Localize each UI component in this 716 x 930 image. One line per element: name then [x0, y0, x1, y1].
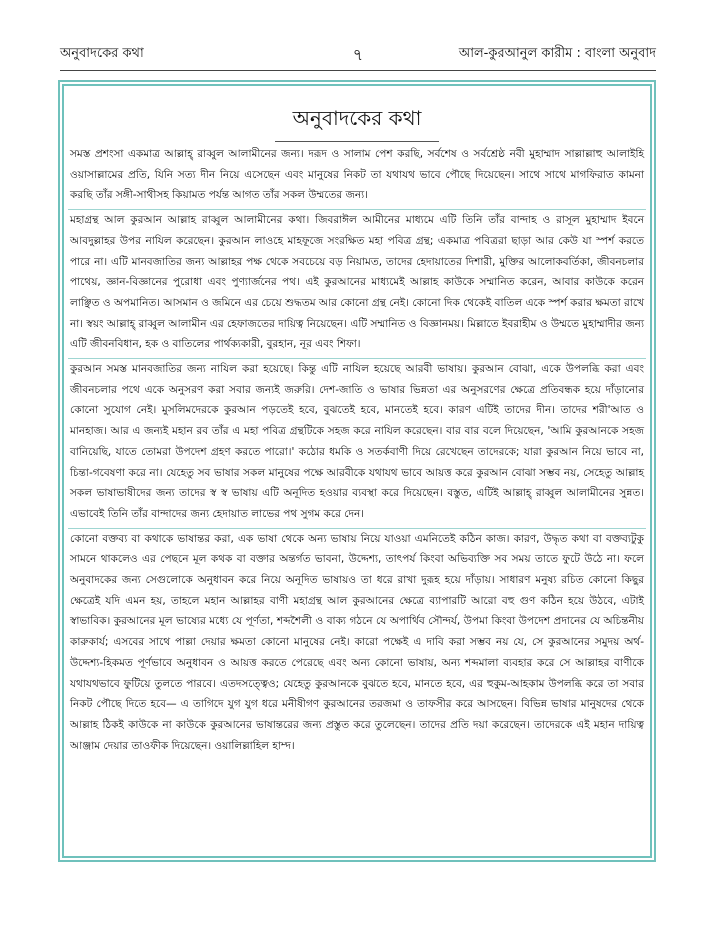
- header-divider: [60, 70, 656, 71]
- page-number: ৭: [352, 45, 364, 64]
- running-header: [60, 40, 656, 66]
- paragraph-3: কুরআন সমস্ত মানবজাতির জন্য নাযিল করা হয়েছে। কিন্তু এটি নাযিল হয়েছে আরবী ভাষায়। কুরআন বোঝা, একে উপলব্ধি করা এবং জীবনচলার পথে একে অনুসরণ করা সবার জন্যই জরুরি। দেশ-জাতি ও ভাষার ভিন্নতা এর অনুসরণের ক্ষেত্রে প্রতিবন্ধক হয়ে দাঁড়ানোর কোনো সুযোগ নেই। মুসলিমদেরকে কুরআন পড়তেই হবে, বুঝতেই হবে, মানতেই হবে। কারণ এটিই তাদের দীন। তাদের শরী'আত ও মানহাজ। আর এ জন্যই মহান রব তাঁর এ মহা পবিত্র গ্রন্থটিকে সহজ করে নাযিল করেছেন। বার বার বলে দিয়েছেন, 'আমি কুরআনকে সহজ বানিয়েছি, যাতে তোমরা উপদেশ গ্রহণ করতে পারো।' কঠোর ধমকি ও সতর্কবাণী দিয়ে রেখেছেন তাদেরকে; যারা কুরআন নিয়ে ভাবে না, চিন্তা-গবেষণা করে না। যেহেতু সব ভাষার সকল মানুষের পক্ষে আরবীকে যথাযথ ভাবে আয়ত্ত করে কুরআন বোঝা সম্ভব নয়, সেহেতু আল্লাহ সকল ভাষাভাষীদের জন্য তাদের স্ব স্ব ভাষায় এটি অনূদিত হওয়ার ব্যবস্থা করে দিয়েছেন। বস্তুত, এটিই আল্লাহ্ রাব্বুল আলামীনের সুন্নত। এভাবেই তিনি তাঁর বান্দাদের জন্য হেদায়াত লাভের পথ সুগম করে দেন।: [68, 359, 646, 529]
- paragraph-1: সমস্ত প্রশংসা একমাত্র আল্লাহ্ রাব্বুল আলামীনের জন্য। দরূদ ও সালাম পেশ করছি, সর্বশেষ ও সর্বশ্রেষ্ঠ নবী মুহাম্মাদ সাল্লাল্লাহু আলাইহি ওয়াসাল্লামের প্রতি, যিনি সত্য দীন নিয়ে এসেছেন এবং মানুষের নিকট তা যথাযথ ভাবে পৌছে দিয়েছেন। সাথে সাথে মাগফিরাত কামনা করছি তাঁর সঙ্গী-সাথীসহ কিয়ামত পর্যন্ত আগত তাঁর সকল উম্মতের জন্য।: [68, 144, 646, 210]
- page-title: অনুবাদকের কথা: [275, 104, 440, 142]
- paragraph-2: মহাগ্রন্থ আল কুরআন আল্লাহ রাব্বুল আলামীনের কথা। জিবরাঈল আমীনের মাধ্যমে এটি তিনি তাঁর বান্দাহ ও রাসূল মুহাম্মাদ ইবনে আবদুল্লাহর উপর নাযিল করেছেন। কুরআন লাওহে মাহফূজে সংরক্ষিত মহা পবিত্র গ্রন্থ; একমাত্র পবিত্ররা ছাড়া আর কেউ যা স্পর্শ করতে পারে না। এটি মানবজাতির জন্য আল্লাহর পক্ষ থেকে সবচেয়ে বড় নিয়ামত, তাদের হেদায়াতের দিশারী, মুক্তির আলোকবর্তিকা, জীবনচলার পাথেয়, জ্ঞান-বিজ্ঞানের পুরোধা এবং পুণ্যার্জনের পথ। এই কুরআনের মাধ্যমেই আল্লাহ কাউকে সম্মানিত করেন, আবার কাউকে করেন লাঞ্ছিত ও অপমানিত। আসমান ও জমিনে এর চেয়ে শুদ্ধতম আর কোনো গ্রন্থ নেই। কোনো দিক থেকেই বাতিল একে স্পর্শ করার ক্ষমতা রাখে না। স্বয়ং আল্লাহ্ রাব্বুল আলামীন এর হেফাজতের দায়িত্ব নিয়েছেন। এটি সম্মানিত ও বিজ্ঞানময়। মিল্লাতে ইবরাহীম ও উম্মতে মুহাম্মাদীর জন্য এটি জীবনবিধান, হক ও বাতিলের পার্থক্যকারী, বুরহান, নূর এবং শিফা।: [68, 210, 646, 359]
- paragraph-4: কোনো বক্তব্য বা কথাকে ভাষান্তর করা, এক ভাষা থেকে অন্য ভাষায় নিয়ে যাওয়া এমনিতেই কঠিন কাজ। কারণ, উদ্ধৃত কথা বা বক্তব্যটুকু সামনে থাকলেও এর পেছনে মূল কথক বা বক্তার অন্তর্গত ভাবনা, উদ্দেশ্য, তাৎপর্য কিংবা অভিব্যক্তি সব সময় তাতে ফুটে উঠে না। ফলে অনুবাদকের জন্য সেগুলোকে অনুধাবন করে নিয়ে অনূদিত ভাষায়ও তা ধরে রাখা দুরূহ হয়ে দাঁড়ায়। সাধারণ মনুষ্য রচিত কোনো কিছুর ক্ষেত্রেই যদি এমন হয়, তাহলে মহান আল্লাহর বাণী মহাগ্রন্থ আল কুরআনের ক্ষেত্রে ব্যাপারটি আরো বহু গুণ কঠিন হয়ে উঠবে, এটাই স্বাভাবিক। কুরআনের মূল ভাষ্যের মধ্যে যে পূর্ণতা, শব্দশৈলী ও বাক্য গঠনে যে অপার্থিব সৌন্দর্য, উপমা কিংবা উপদেশ প্রদানের যে অচিন্তনীয় কারুকার্য; এসবের সাথে পাল্লা দেয়ার ক্ষমতা কোনো মানুষের নেই। কারো পক্ষেই এ দাবি করা সম্ভব নয় যে, সে কুরআনের সমুদয় অর্থ-উদ্দেশ্য-হিকমত পূর্ণভাবে অনুধাবন ও আয়ত্ত করতে পেরেছে এবং অন্য কোনো ভাষায়, অন্য শব্দমালা ব্যবহার করে সে আল্লাহর বাণীকে যথাযথভাবে ফুটিয়ে তুলতে পারবে। এতদসত্ত্বেও; যেহেতু কুরআনকে বুঝতে হবে, মানতে হবে, এর হুকুম-আহকাম উপলব্ধি করে তা সবার নিকট পৌছে দিতে হবে— এ তাগিদে যুগ যুগ ধরে মনীষীগণ কুরআনের তরজমা ও তাফসীর করে আসছেন। বিভিন্ন ভাষার মানুষদের থেকে আল্লাহ ঠিকই কাউকে না কাউকে কুরআনের ভাষান্তরের জন্য প্রস্তুত করে তুলেছেন। তাদের প্রতি দয়া করেছেন। তাদেরকে এই মহান দায়িত্ব আঞ্জাম দেয়ার তাওফীক দিয়েছেন। ওয়ালিল্লাহিল হাম্দ।: [70, 532, 644, 752]
- header-section-title: অনুবাদকের কথা: [60, 46, 144, 61]
- body-text: [68, 144, 646, 759]
- page-frame: [58, 80, 656, 862]
- title-wrap: [64, 104, 650, 142]
- header-book-title: আল-কুরআনুল কারীম : বাংলা অনুবাদ: [458, 46, 656, 61]
